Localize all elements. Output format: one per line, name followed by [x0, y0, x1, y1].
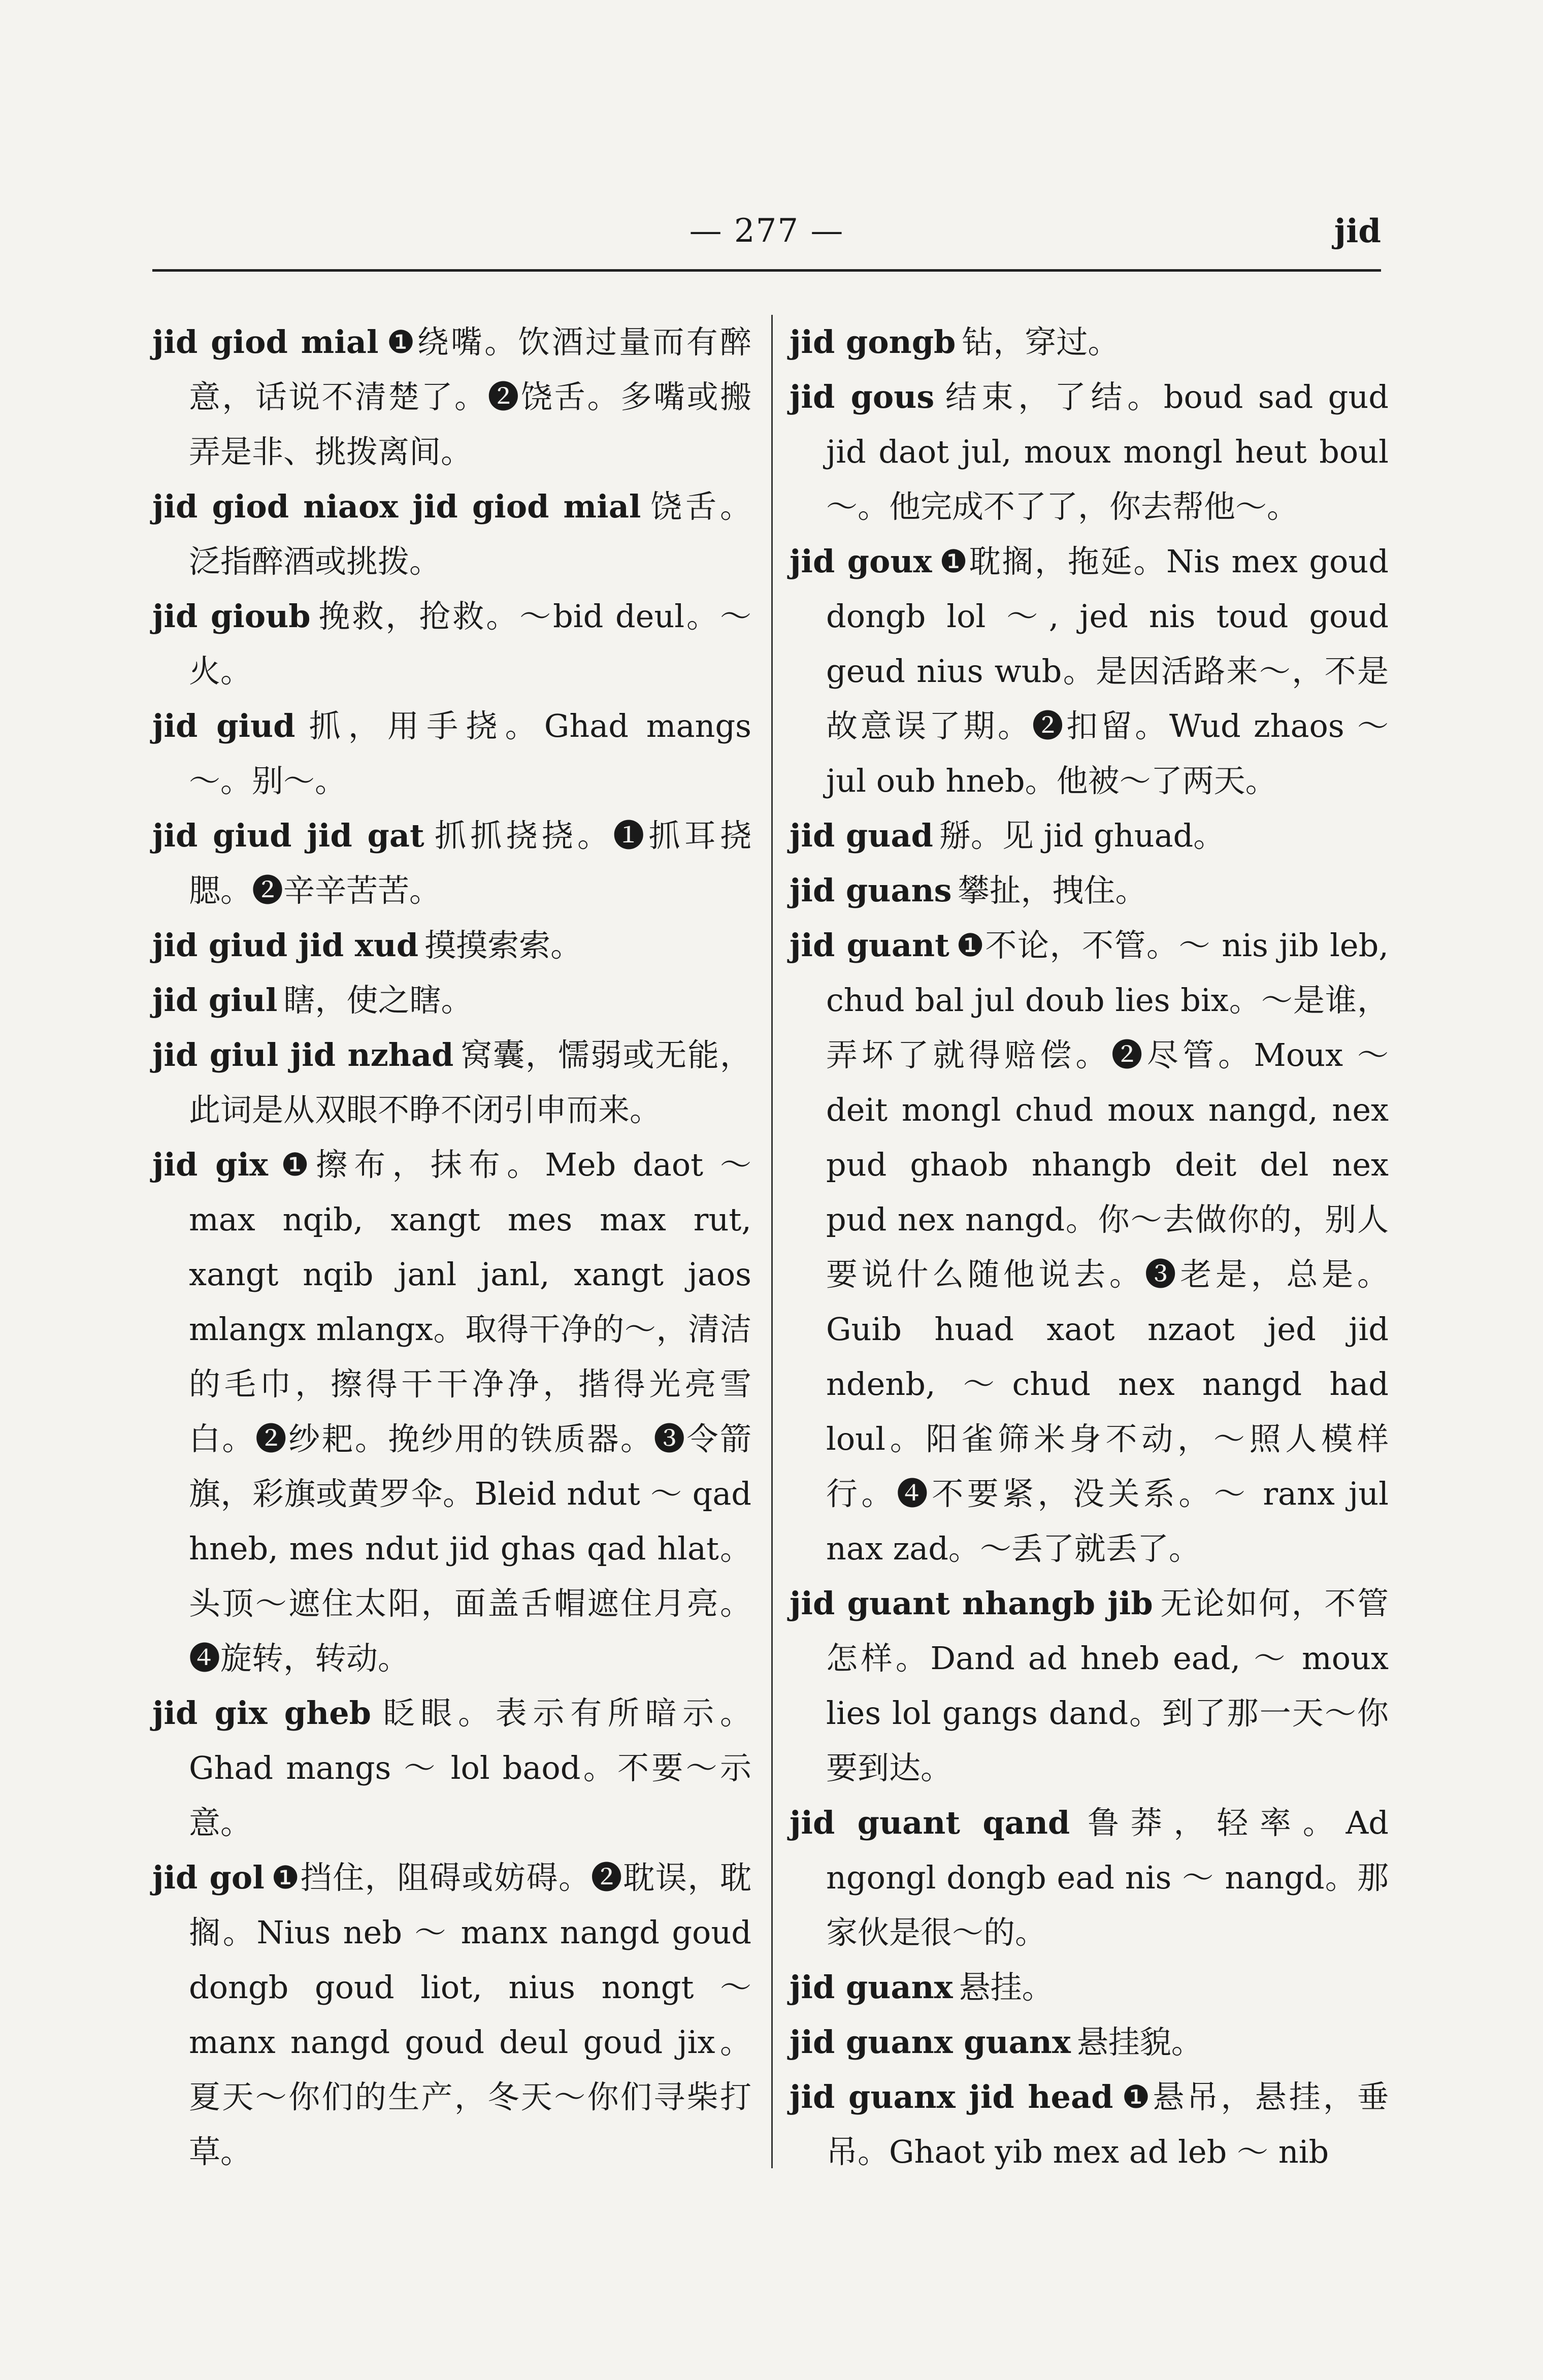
- definition: 钻，穿过。: [962, 323, 1120, 361]
- headword: jid guant nhangb jib: [790, 1585, 1153, 1622]
- headword: jid gioub: [152, 598, 311, 635]
- dictionary-entry: [790, 808, 1389, 863]
- headword: jid gongb: [790, 323, 956, 361]
- definition: 抓，用手挠。Ghad mangs ～。别～。: [189, 707, 751, 799]
- headword: jid guant: [790, 927, 949, 964]
- dictionary-entry: [152, 918, 751, 973]
- definition: 抓抓挠挠。❶抓耳挠腮。❷辛辛苦苦。: [189, 817, 751, 909]
- dictionary-entry: [152, 699, 751, 808]
- definition: ❶不论，不管。～ nis jib leb, chud bal jul doub lies bix。～是谁，弄坏了就得赔偿。❷尽管。Moux ～ deit mongl chud moux nangd, nex pud ghaob nhangb deit del nex pud nex nangd。你～去做你的，别人要说什么随他说去。❸老是，总是。Guib huad xaot nzaot jed jid ndenb, ～chud nex nangd had loul。阳雀筛米身不动，～照人模样行。❹不要紧，没关系。～ ranx jul nax zad。～丢了就丢了。: [826, 927, 1389, 1567]
- dictionary-entry: [152, 479, 751, 589]
- dictionary-entry: [152, 808, 751, 918]
- headword: jid giod niaox jid giod mial: [152, 488, 641, 525]
- definition: 鲁莽，轻率。Ad ngongl dongb ead nis ～ nangd。那家伙是很～的。: [826, 1804, 1389, 1951]
- headword: jid gol: [152, 1859, 265, 1896]
- column-divider: [771, 315, 773, 2168]
- headword: jid giud jid gat: [152, 817, 424, 854]
- headword: jid gix gheb: [152, 1694, 371, 1732]
- headword: jid guans: [790, 872, 952, 909]
- definition: 眨眼。表示有所暗示。Ghad mangs ～ lol baod。不要～示意。: [189, 1694, 751, 1841]
- dictionary-entry: [790, 370, 1389, 534]
- dictionary-entry: [790, 534, 1389, 808]
- headword: jid guanx: [790, 1969, 953, 2006]
- definition: 摸摸索索。: [424, 927, 582, 964]
- definition: 结束，了结。boud sad gud jid daot jul, moux mongl heut boul ～。他完成不了了，你去帮他～。: [826, 378, 1389, 525]
- definition: 挽救，抢救。～bid deul。～火。: [189, 598, 752, 690]
- dictionary-entry: [152, 1850, 751, 2179]
- headword: jid giud: [152, 707, 296, 744]
- headword: jid giod mial: [152, 323, 379, 361]
- dictionary-entry: [152, 1137, 751, 1686]
- dictionary-entry: [790, 1796, 1389, 1960]
- definition: 饶舌。泛指醉酒或挑拨。: [189, 488, 751, 580]
- left-column: [152, 315, 751, 2179]
- page-header: [152, 203, 1381, 272]
- headword: jid giul: [152, 982, 278, 1019]
- page-number: — 277 —: [689, 212, 844, 250]
- dictionary-entry: [790, 1576, 1389, 1796]
- dictionary-entry: [790, 863, 1389, 918]
- dictionary-entry: [152, 973, 751, 1028]
- definition: ❶绕嘴。饮酒过量而有醉意，话说不清楚了。❷饶舌。多嘴或搬弄是非、挑拨离间。: [189, 323, 751, 470]
- definition: ❶挡住，阻碍或妨碍。❷耽误，耽搁。Nius neb ～ manx nangd goud dongb goud liot, nius nongt ～ manx nangd goud deul goud jix。夏天～你们的生产，冬天～你们寻柴打草。: [189, 1859, 751, 2170]
- definition: 无论如何，不管怎样。Dand ad hneb ead, ～ moux lies lol gangs dand。到了那一天～你要到达。: [826, 1585, 1389, 1786]
- headword: jid gix: [152, 1146, 269, 1183]
- definition: 攀扯，拽住。: [958, 872, 1147, 909]
- definition: 悬挂。: [959, 1969, 1054, 2006]
- headword: jid guanx jid head: [790, 2078, 1113, 2115]
- dictionary-entry: [152, 1686, 751, 1850]
- headword: jid guad: [790, 817, 933, 854]
- dictionary-entry: [152, 315, 751, 479]
- right-column: [790, 315, 1389, 2179]
- definition: ❶悬吊，悬挂，垂吊。Ghaot yib mex ad leb ～ nib: [826, 2078, 1389, 2170]
- headword: jid guant qand: [790, 1804, 1070, 1841]
- definition: ❶擦布，抹布。Meb daot ～ max nqib, xangt mes max rut, xangt nqib janl janl, xangt jaos mlangx mlangx。取得干净的～，清洁的毛巾，擦得干干净净，揩得光亮雪白。❷纱耙。挽纱用的铁质器。❸令箭旗，彩旗或黄罗伞。Bleid ndut ～ qad hneb, mes ndut jid ghas qad hlat。头顶～遮住太阳，面盖舌帽遮住月亮。❹旋转，转动。: [189, 1146, 751, 1677]
- definition: 掰。见 jid ghuad。: [939, 817, 1225, 854]
- dictionary-entry: [152, 589, 751, 699]
- definition: 瞎，使之瞎。: [283, 982, 473, 1019]
- headword: jid goux: [790, 543, 932, 580]
- dictionary-entry: [790, 2070, 1389, 2179]
- headword: jid giud jid xud: [152, 927, 419, 964]
- headword: jid giul jid nzhad: [152, 1036, 454, 1073]
- dictionary-entry: [790, 2015, 1389, 2070]
- dictionary-entry: [790, 918, 1389, 1576]
- headword: jid guanx guanx: [790, 2024, 1071, 2061]
- definition: 悬挂貌。: [1076, 2024, 1203, 2061]
- dictionary-entry: [152, 1028, 751, 1137]
- headword: jid gous: [790, 378, 935, 415]
- definition: 窝囊，懦弱或无能，此词是从双眼不睁不闭引申而来。: [189, 1036, 751, 1128]
- running-head: jid: [1334, 212, 1381, 250]
- dictionary-entry: [790, 315, 1389, 370]
- definition: ❶耽搁，拖延。Nis mex goud dongb lol ～, jed nis toud goud geud nius wub。是因活路来～，不是故意误了期。❷扣留。Wud zhaos ～ jul oub hneb。他被～了两天。: [826, 543, 1389, 799]
- dictionary-entry: [790, 1960, 1389, 2015]
